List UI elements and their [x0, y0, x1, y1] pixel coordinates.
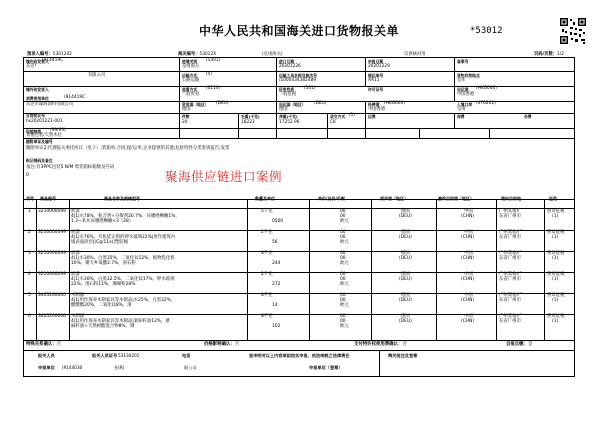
deal-mode-code: (1) — [349, 113, 356, 118]
goods-row-no: 1 — [28, 209, 31, 214]
goods-row-origin-code: (DEU) — [399, 319, 412, 324]
packing-type-name: 其他包装/天然木托 — [26, 133, 62, 138]
goods-row-dest: 中国 — [464, 314, 473, 319]
goods-row-total: 00 — [340, 235, 346, 240]
transport-mode-code: (5) — [206, 72, 213, 77]
goods-row-tax-2: (1) — [552, 235, 559, 240]
deal-mode-label: 成交方式 — [330, 114, 346, 119]
declarant-label: 报关人员 — [38, 353, 55, 358]
consumer-unit-name: 东莞市森润涂料有限公司 — [26, 102, 74, 107]
special-relation-confirm: 特殊关系确认：否 — [26, 342, 62, 347]
declaring-unit-name: 劲(R) — [114, 365, 125, 370]
goods-row-no: 2 — [28, 230, 31, 235]
entry-port-name: 皇岗海关 — [182, 64, 200, 69]
goods-row-price: 00 — [340, 230, 346, 235]
goods-row-currency: 欧元 — [340, 324, 349, 329]
consumer-unit-label: 消费使用单位 — [26, 96, 49, 101]
goods-row-tax: 照章征税 — [547, 230, 565, 235]
goods-row-origin-code: (DEU) — [399, 256, 412, 261]
goods-row-dest-code: (CHN) — [461, 256, 475, 261]
declaration-date: 20201229 — [368, 64, 390, 69]
tax-nature-code: (101) — [304, 86, 316, 91]
goods-row-spec-1: 4|1|水78%，粘合剂+分散剂20.7%，异噻唑啉酮1%， — [71, 214, 180, 219]
goods-row-total: 00 — [340, 256, 346, 261]
gross-weight-label: 毛重(千克) — [241, 114, 260, 119]
goods-row-no: 4 — [28, 272, 31, 277]
piece-count-label: 件数 — [182, 114, 190, 119]
transport-mode-label: 运输方式 — [182, 73, 198, 78]
goods-row-total: 00 — [340, 319, 346, 324]
departure-port-label: 启运港 — [457, 87, 469, 92]
contract-label: 合同协议号 — [26, 113, 45, 118]
customs-number: 海关编号：53012X — [178, 52, 217, 57]
goods-row-district: 广州其他/广 — [499, 209, 523, 214]
goods-row-qty: 2千克 — [261, 272, 273, 277]
goods-row-origin-code: (DEU) — [399, 277, 412, 282]
origin-country-label: 启运国（地区） — [279, 102, 306, 107]
goods-row-district-2: 东省广州市 — [499, 298, 521, 303]
goods-row-spec-2: 10%，聚天乡氧酸2.7%，滑石粉 — [71, 261, 136, 266]
goods-row-district: 广州其他/广 — [499, 272, 523, 277]
goods-row-dest: 中国 — [464, 272, 473, 277]
record-number-label: 备案号 — [457, 59, 469, 64]
origin-country-name: 德国 — [279, 107, 288, 112]
goods-row-tax: 照章征税 — [547, 209, 565, 214]
consignee-name: 东莞! — [26, 64, 37, 69]
goods-header-origin: 原产国（地区） — [380, 196, 408, 201]
goods-row-code: 3210000099 — [38, 230, 66, 235]
goods-row-origin: 德国 — [401, 293, 410, 298]
page-indicator: 页码/页数：1/2 — [534, 52, 564, 57]
goods-row-qty: 8千克 — [261, 314, 273, 319]
goods-row-currency: 欧元 — [340, 303, 349, 308]
entry-port-label: 进境关别 — [182, 59, 198, 64]
declarant-code-label: 报关人员证号 — [92, 353, 118, 358]
goods-row-qty: 8千克 — [261, 251, 273, 256]
declaring-unit-code: (9144030 — [62, 365, 83, 370]
declarant-code: 53130201 — [118, 353, 140, 358]
goods-row-no: 5 — [28, 293, 31, 298]
goods-row-dest: 中国 — [464, 293, 473, 298]
goods-row-code: 3405200000 — [38, 314, 66, 319]
goods-row-price: 00 — [340, 314, 346, 319]
packing-type-code: (99/93) — [50, 128, 66, 133]
misc-fee-label: 杂费 — [524, 114, 532, 119]
goods-row-name: 底漆 — [71, 272, 80, 277]
goods-row-tax-2: (1) — [552, 277, 559, 282]
departure-port-code: (HKG000) — [476, 86, 497, 91]
goods-row-district: 广州其他/广 — [499, 230, 523, 235]
contract-value: hs20201221-001 — [26, 119, 63, 124]
goods-row-dest-code: (CHN) — [461, 319, 475, 324]
goods-row-qty: 5千克 — [261, 209, 273, 214]
goods-row-qty-2: 102 — [272, 324, 281, 329]
declaration-date-label: 申报日期 — [368, 59, 384, 64]
remarks-label: 标记唛码及备注 — [26, 158, 53, 163]
pre-entry-number: 预录入编号：5301202 — [27, 52, 72, 57]
goods-header-no: 项号 — [26, 196, 34, 201]
goods-row-tax: 照章征税 — [547, 272, 565, 277]
remarks-line-1: 备注:有3PPC包装5 N/M 集装箱标箱数及号码 — [26, 165, 115, 170]
import-date: 20201226 — [279, 64, 301, 69]
goods-row-total: 00 — [340, 277, 346, 282]
goods-row-name: 底漆 — [71, 251, 80, 256]
goods-row-name: 底漆 — [71, 209, 80, 214]
goods-row-currency: 欧元 — [340, 261, 349, 266]
packing-type-label: 包装种类 — [26, 129, 42, 134]
goods-header-code: 商品编号 — [40, 196, 56, 201]
net-weight-value: 17252.96 — [279, 120, 300, 125]
trade-country-code: (DEU) — [216, 101, 229, 106]
goods-row-district-2: 东省广州市 — [499, 214, 521, 219]
entry-point-name: 皇岗 — [457, 107, 466, 112]
phone-label: 电话 — [182, 353, 191, 358]
goods-row-origin: 德国 — [401, 209, 410, 214]
supervision-label: 监管方式 — [182, 87, 198, 92]
tax-nature-name: 一般征税 — [279, 92, 297, 97]
goods-row-origin: 德国 — [401, 251, 410, 256]
customs-annotation-label: 海关批注及签章 — [388, 353, 418, 358]
goods-row-spec-2: 1.2~苯并异噻唑啉酮<3（28） — [71, 219, 134, 224]
goods-row-qty-2: 0500 — [272, 219, 284, 224]
goods-row-no: 3 — [28, 251, 31, 256]
piece-count-value: 20 — [182, 120, 188, 125]
red-stamp-text: 聚海供应链进口案例 — [165, 169, 283, 184]
goods-row-tax-2: (1) — [552, 214, 559, 219]
goods-row-origin: 德国 — [401, 272, 410, 277]
legal-statement: 兹申明对以上内容承担如实申报、依法纳税之法律责任 — [249, 353, 350, 358]
goods-row-district: 广州其他/广 — [499, 314, 523, 319]
tax-nature-label: 征免性质 — [279, 87, 295, 92]
barcode-number: *53012 — [470, 26, 503, 36]
goods-row-spec-1: 4|1|用作保养木制家具等木制品|水25%，白黑32%， — [71, 298, 176, 303]
attached-docs-label: 随附单证及编号 — [26, 139, 53, 144]
supervision-code: (0110) — [206, 86, 221, 91]
goods-row-currency: 欧元 — [340, 240, 349, 245]
consignee-label: 境内收发货人 — [26, 59, 49, 64]
remarks-line-2: 0 — [26, 173, 29, 178]
net-weight-label: 净重(千克) — [279, 114, 298, 119]
goods-row-origin-code: (DEU) — [399, 298, 412, 303]
goods-row-district: 广州其他/广 — [499, 293, 523, 298]
origin-country-code: (DEU) — [314, 101, 327, 106]
vehicle-label: 运输工具名称及航次号 — [279, 73, 317, 78]
goods-row-district-2: 东省广州市 — [499, 235, 521, 240]
goods-row-tax-2: (1) — [552, 256, 559, 261]
goods-row-total: 00 — [340, 298, 346, 303]
trade-country-name: 德国 — [182, 107, 191, 112]
goods-row-district-2: 东省广州市 — [499, 277, 521, 282]
document-title: 中华人民共和国海关进口货物报关单 — [198, 24, 399, 38]
goods-row-spec-2: 麻籽油+天然树酯混合物8%，钢 — [71, 324, 135, 329]
goods-header-name: 商品名称及规格型号 — [104, 196, 140, 201]
trade-country-label: 贸易国（地区） — [182, 102, 209, 107]
goods-row-qty-2: 272 — [272, 282, 281, 287]
declaration-grid — [23, 57, 575, 377]
gross-weight-value: 18223 — [241, 120, 255, 125]
goods-header-price: 单价/总价/币制 — [318, 196, 345, 201]
goods-row-origin: 德国 — [401, 314, 410, 319]
via-port-label: 经停港 — [368, 102, 380, 107]
goods-header-tax: 征免 — [549, 196, 557, 201]
verification-note: 仅供核对用 — [404, 52, 426, 57]
goods-row-code: 3210000099 — [38, 272, 66, 277]
goods-row-spec-2: 墙表面涂层|(Cg/11x)|塑胶桶 — [71, 240, 129, 245]
goods-row-total: 00 — [340, 214, 346, 219]
goods-row-dest: 中国 — [464, 251, 473, 256]
consignee-sub: 有限公司 — [88, 73, 106, 78]
goods-row-tax: 照章征税 — [547, 314, 565, 319]
price-impact-confirm: 价格影响确认：否 — [204, 342, 240, 347]
goods-row-tax: 照章征税 — [547, 293, 565, 298]
goods-row-spec-2: 22%，滑石粉11%，珊瑚粉28% — [71, 282, 136, 287]
via-port-code: (HKG000) — [384, 101, 405, 106]
freight-label: 运费 — [368, 114, 376, 119]
goods-row-price: 00 — [340, 251, 346, 256]
goods-row-qty: 8千克 — [261, 293, 273, 298]
goods-row-code: 3210000099 — [38, 209, 66, 214]
storage-location-value: 仓库 — [457, 78, 466, 83]
goods-row-name: 木制器 — [71, 293, 85, 298]
goods-row-district: 广州其他/广 — [499, 251, 523, 256]
goods-row-no: 6 — [28, 314, 31, 319]
attached-docs-line: 随附单证2:代理报关委托协议（电子）;装箱单;合同;提/运单;企业提供的其他;危险特性分类鉴别报告;发票 — [26, 146, 230, 151]
goods-row-spec-1: 4|1|水30%，白黑32.5%，二氧化钛17%，钾水玻璃 — [71, 277, 175, 282]
vehicle-value: /1000434382489 — [279, 78, 316, 83]
goods-row-origin-code: (DEU) — [399, 214, 412, 219]
goods-row-qty-2: 56 — [272, 240, 278, 245]
license-number-label: 许可证号 — [368, 87, 384, 92]
entry-port-code: (5301) — [206, 58, 221, 63]
transport-mode-name: 公路运输 — [182, 78, 200, 83]
departure-port-name: 中国香港 — [457, 92, 475, 97]
goods-row-name: 木制器 — [71, 314, 85, 319]
goods-row-currency: 欧元 — [340, 282, 349, 287]
deal-mode-name: CIF — [330, 120, 337, 125]
import-date-label: 进口日期 — [279, 59, 295, 64]
consumer-unit-code: (914419C — [64, 95, 86, 100]
via-port-name: 中国香港 — [368, 107, 386, 112]
self-declare-confirm: 自报自缴：是 — [506, 342, 533, 347]
qr-code-icon — [559, 17, 587, 45]
entry-point-label: 入境口岸 — [457, 102, 473, 107]
storage-location-label: 货物存放地点 — [457, 73, 480, 78]
goods-row-origin-code: (DEU) — [399, 235, 412, 240]
consignee-code: (914419C — [42, 58, 64, 63]
goods-row-currency: 欧元 — [340, 219, 349, 224]
goods-header-dest: 最终目的国（地区） — [438, 196, 474, 201]
goods-row-qty-2: 14 — [272, 303, 278, 308]
goods-row-spec-1: 4|1|水76%，有机硅定则的钾水玻璃22%|用作建筑内 — [71, 235, 176, 240]
insurance-label: 保费 — [457, 114, 465, 119]
supervision-name: 一般贸易 — [182, 92, 200, 97]
goods-row-district-2: 东省广州市 — [499, 256, 521, 261]
declaring-unit-sub: 限公司 — [184, 365, 197, 370]
overseas-consignor-label: 境外收发货人 — [26, 87, 49, 92]
goods-row-code: 3405200000 — [38, 293, 66, 298]
declaring-unit-stamp-label: 申报单位（签章） — [309, 365, 343, 370]
declaring-unit-label: 申报单位 — [38, 365, 55, 370]
royalty-confirm: 支付特许权使用费确认：否 — [354, 342, 407, 347]
goods-row-dest: 中国 — [464, 230, 473, 235]
goods-row-price: 00 — [340, 272, 346, 277]
goods-row-spec-2: 醋酸酯20%，二氧化钛8%，滑 — [71, 303, 132, 308]
goods-row-district-2: 东省广州市 — [499, 319, 521, 324]
goods-row-code: 3210000099 — [38, 251, 66, 256]
goods-row-qty-2: 244 — [272, 261, 281, 266]
goods-row-spec-1: 4|1|水30%，白黑35%，二氧化钛12%，植物乳化机 — [71, 256, 175, 261]
goods-row-origin: 德国 — [401, 230, 410, 235]
goods-row-dest-code: (CHN) — [461, 214, 475, 219]
goods-header-district: 境内目的地 — [501, 196, 521, 201]
goods-header-qty: 数量及单位 — [255, 196, 275, 201]
goods-row-tax: 照章征税 — [547, 251, 565, 256]
goods-row-tax-2: (1) — [552, 319, 559, 324]
goods-row-qty: 2千克 — [261, 230, 273, 235]
goods-row-dest: 中国 — [464, 209, 473, 214]
goods-row-name: 底漆 — [71, 230, 80, 235]
goods-row-dest-code: (CHN) — [461, 235, 475, 240]
goods-row-spec-1: 4|1|用作保养木制家具等木制品|案标籽油12%，蒽 — [71, 319, 170, 324]
entry-point-code: (470201) — [476, 101, 496, 106]
goods-row-dest-code: (CHN) — [461, 277, 475, 282]
bill-of-lading-value: AA11 — [368, 78, 380, 83]
customs-office-note: (皇岗海关) — [262, 52, 283, 57]
bill-of-lading-label: 提运单号 — [368, 73, 384, 78]
goods-row-price: 00 — [340, 209, 346, 214]
goods-row-dest-code: (CHN) — [461, 298, 475, 303]
goods-row-tax-2: (1) — [552, 298, 559, 303]
goods-row-price: 00 — [340, 293, 346, 298]
